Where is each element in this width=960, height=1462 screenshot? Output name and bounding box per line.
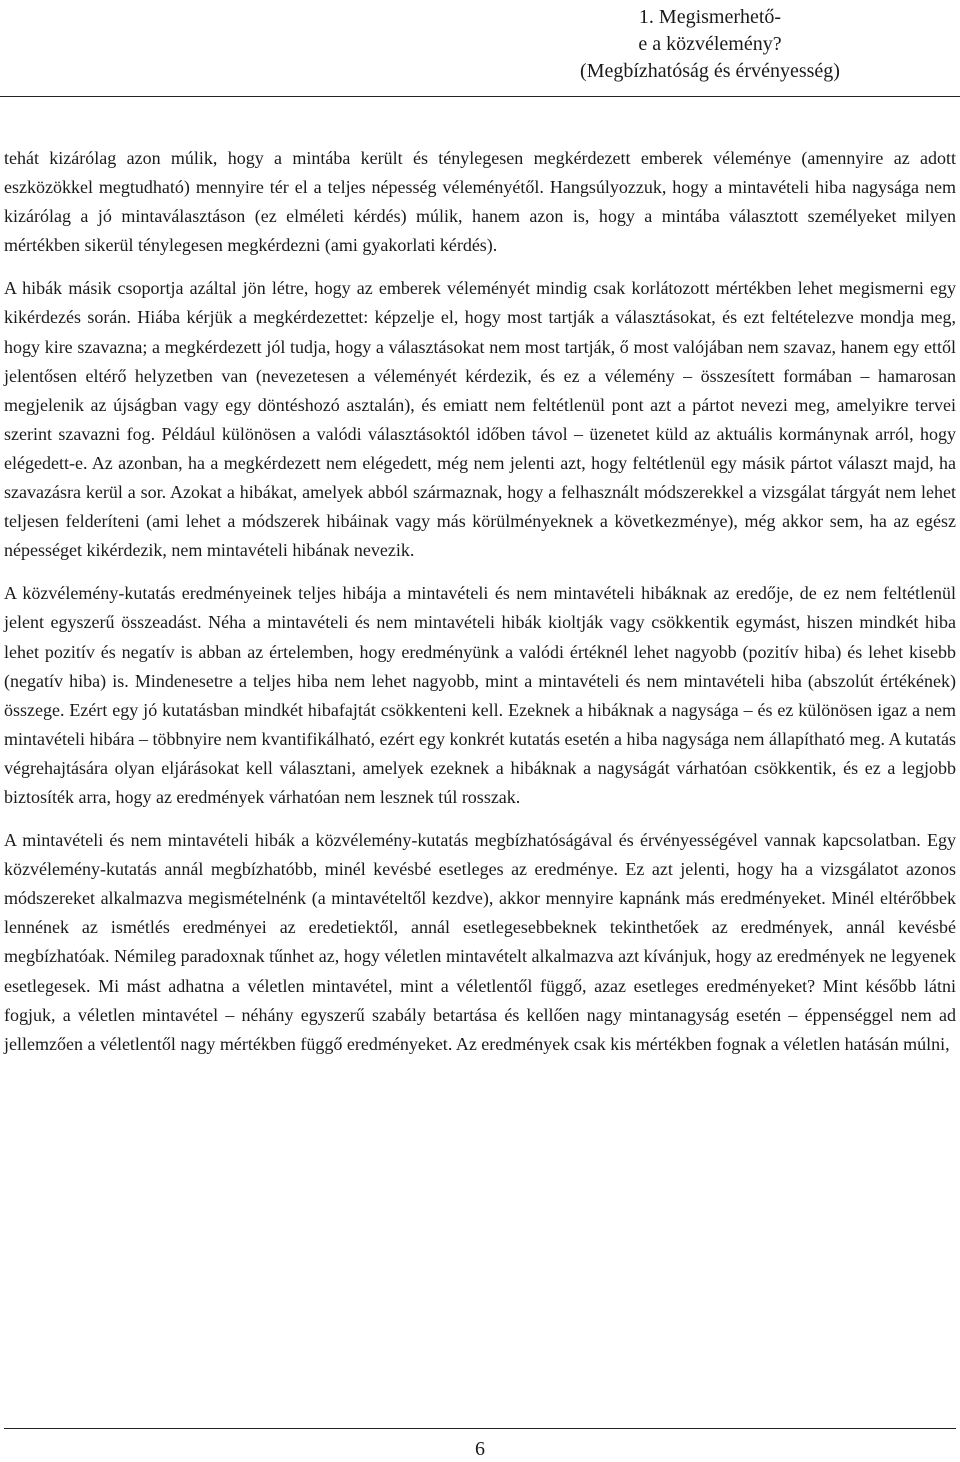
footer-divider bbox=[4, 1428, 956, 1429]
header-line-2: e a közvélemény? bbox=[638, 33, 782, 55]
header-divider bbox=[0, 96, 960, 97]
header-line-3: (Megbízhatóság és érvényesség) bbox=[580, 60, 840, 82]
header-line-1: 1. Megismerhető- bbox=[638, 6, 782, 28]
paragraph-3: A közvélemény-kutatás eredményeinek teljes hibája a mintavételi és nem mintavételi hibáknak az eredője, de ez nem feltétlenül jelent egyszerű összeadást. Néha a mintavételi és nem mintavételi hibák kioltják vagy csökkentik egymást, hiszen mindkét hiba lehet pozitív és negatív is abban az értelemben, hogy eredményünk a valódi értéknél lehet nagyobb (pozitív hiba) és lehet kisebb (negatív hiba) is. Mindenesetre a teljes hiba nem lehet nagyobb, mint a mintavételi és nem mintavételi hiba (abszolút értékének) összege. Ezért egy jó kutatásban mindkét hibafajtát csökkenteni kell. Ezeknek a hibáknak a nagysága – és ez különösen igaz a nem mintavételi hibára – többnyire nem kvantifikálható, ezért egy konkrét kutatás esetén a hiba nagysága nem állapítható meg. A kutatás végrehajtására olyan eljárásokat kell választani, amelyek ezeknek a hibáknak a nagyságát várhatóan csökkentik, és ez a legjobb biztosíték arra, hogy az eredmények várhatóan nem lesznek túl rosszak. bbox=[4, 583, 956, 807]
paragraph-4: A mintavételi és nem mintavételi hibák a közvélemény-kutatás megbízhatóságával és érvényességével vannak kapcsolatban. Egy közvélemény-kutatás annál megbízhatóbb, minél kevésbé esetleges az eredménye. Ez azt jelenti, hogy ha a vizsgálatot azonos módszereket alkalmazva megismételnénk (a mintavételtől kezdve), akkor mennyire kapnánk más eredményeket. Minél eltérőbbek lennének az ismétlés eredményei az eredetiektől, annál esetlegesebbeknek tekinthetőek az eredmények, annál kevésbé megbízhatóak. Némileg paradoxnak tűnhet az, hogy véletlen mintavételt alkalmazva azt kívánjuk, hogy az eredmények ne legyenek esetlegesek. Mi mást adhatna a véletlen mintavétel, mint a véletlentől függő, azaz esetleges eredményeket? Mint később látni fogjuk, a véletlen mintavétel – néhány egyszerű szabály betartása és kellően nagy mintanagyság esetén – éppenséggel nem ad jellemzően a véletlentől nagy mértékben függő eredményeket. Az eredmények csak kis mértékben fognak a véletlen hatásán múlni, bbox=[4, 830, 956, 1054]
running-header bbox=[540, 4, 880, 85]
page-number: 6 bbox=[475, 1438, 485, 1460]
document-body bbox=[4, 144, 956, 1073]
paragraph-2: A hibák másik csoportja azáltal jön létre, hogy az emberek véleményét mindig csak korlátozott mértékben lehet megismerni egy kikérdezés során. Hiába kérjük a megkérdezettet: képzelje el, hogy most tartják a választásokat, és ezt feltételezve mondja meg, hogy kire szavazna; a megkérdezett jól tudja, hogy a választásokat nem most tartják, ő most valójában nem szavaz, hanem egy ettől jelentősen eltérő helyzetben van (nevezetesen a véleményét kérdezik, és ez a vélemény – összesített formában – hamarosan megjelenik az újságban vagy egy döntéshozó asztalán), és emiatt nem feltétlenül pont azt a pártot nevezi meg, amelyikre tervei szerint szavazni fog. Például különösen a valódi választásoktól időben távol – üzenetet küld az aktuális kormánynak arról, hogy elégedett-e. Az azonban, ha a megkérdezett nem elégedett, még nem jelenti azt, hogy feltétlenül egy másik pártot választ majd, ha szavazásra kerül a sor. Azokat a hibákat, amelyek abból származnak, hogy a felhasznált módszerekkel a vizsgálat tárgyát nem lehet teljesen felderíteni (ami lehet a módszerek hibáinak vagy más körülményeknek a következménye), még akkor sem, ha az egész népességet kikérdezik, nem mintavételi hibának nevezik. bbox=[4, 278, 956, 561]
paragraph-1: tehát kizárólag azon múlik, hogy a mintába került és ténylegesen megkérdezett emberek véleménye (amennyire az adott eszközökkel megtudható) mennyire tér el a teljes népesség véleményétől. Hangsúlyozzuk, hogy a mintavételi hiba nagysága nem kizárólag a jó mintaválasztáson (ez elméleti kérdés) múlik, hanem azon is, hogy a mintába választott személyeket milyen mértékben sikerül ténylegesen megkérdezni (ami gyakorlati kérdés). bbox=[4, 148, 956, 256]
